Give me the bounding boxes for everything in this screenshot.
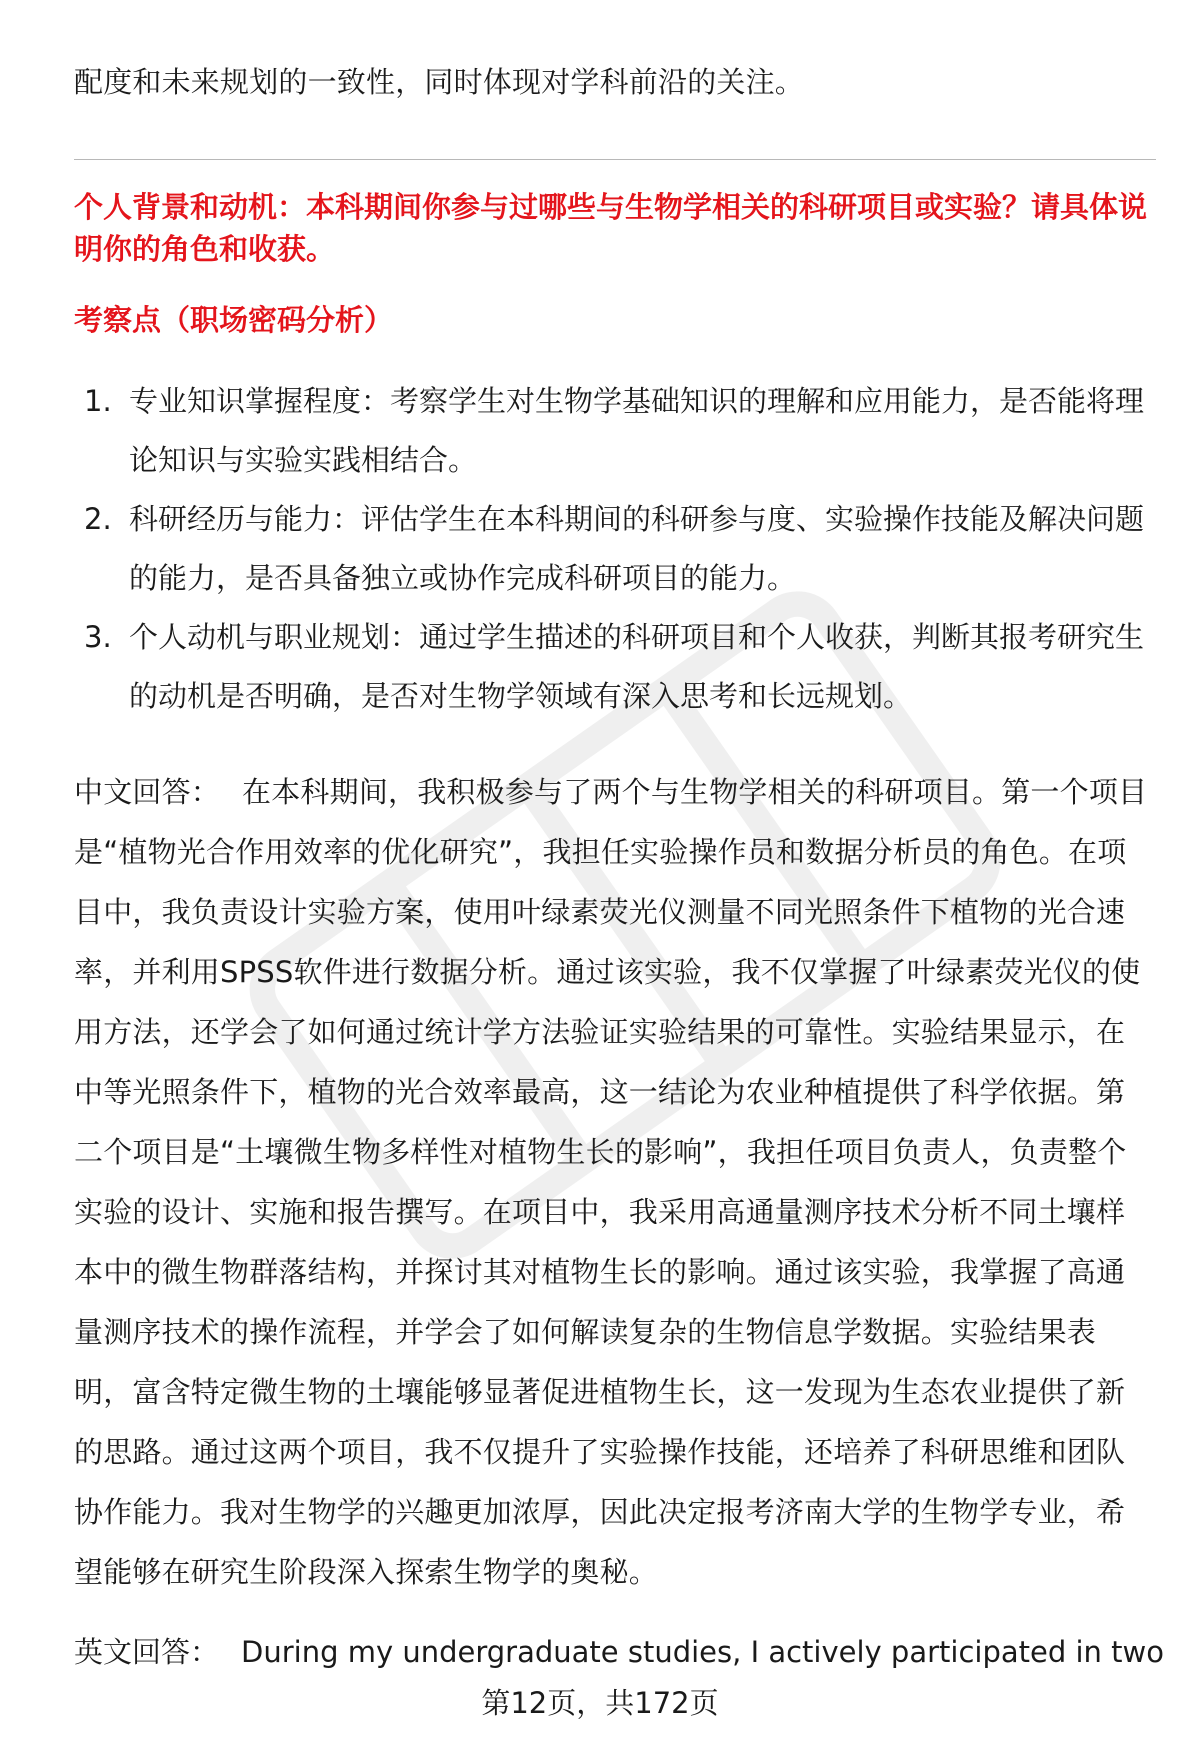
english-answer-text: During my undergraduate studies, I actively participated in two <box>241 1635 1164 1669</box>
assessment-point <box>74 372 1154 490</box>
assessment-point <box>74 608 1154 726</box>
point-text: 个人动机与职业规划：通过学生描述的科研项目和个人收获，判断其报考研究生的动机是否明确，是否对生物学领域有深入思考和长远规划。 <box>129 620 1145 713</box>
chinese-answer-text: 在本科期间，我积极参与了两个与生物学相关的科研项目。第一个项目是“植物光合作用效率的优化研究”，我担任实验操作员和数据分析员的角色。在项目中，我负责设计实验方案，使用叶绿素荧光仪测量不同光照条件下植物的光合速率，并利用SPSS软件进行数据分析。通过该实验，我不仅掌握了叶绿素荧光仪的使用方法，还学会了如何通过统计学方法验证实验结果的可靠性。实验结果显示，在中等光照条件下，植物的光合效率最高，这一结论为农业种植提供了科学依据。第二个项目是“土壤微生物多样性对植物生长的影响”，我担任项目负责人，负责整个实验的设计、实施和报告撰写。在项目中，我采用高通量测序技术分析不同土壤样本中的微生物群落结构，并探讨其对植物生长的影响。通过该实验，我掌握了高通量测序技术的操作流程，并学会了如何解读复杂的生物信息学数据。实验结果表明，富含特定微生物的土壤能够显著促进植物生长，这一发现为生态农业提供了新的思路。通过这两个项目，我不仅提升了实验操作技能，还培养了科研思维和团队协作能力。我对生物学的兴趣更加浓厚，因此决定报考济南大学的生物学专业，希望能够在研究生阶段深入探索生物学的奥秘。 <box>74 775 1148 1589</box>
english-answer-paragraph <box>74 1622 1164 1682</box>
point-number: 3. <box>84 620 112 654</box>
point-number: 1. <box>84 384 112 418</box>
question-heading: 个人背景和动机：本科期间你参与过哪些与生物学相关的科研项目或实验？请具体说明你的角色和收获。 <box>74 190 1148 266</box>
point-text: 科研经历与能力：评估学生在本科期间的科研参与度、实验操作技能及解决问题的能力，是否具备独立或协作完成科研项目的能力。 <box>129 502 1145 595</box>
assessment-points-list <box>74 372 1154 726</box>
assessment-point <box>74 490 1154 608</box>
english-answer-label: 英文回答： <box>74 1635 220 1669</box>
assessment-heading: 考察点（职场密码分析） <box>74 303 394 337</box>
chinese-answer-label: 中文回答： <box>74 775 221 809</box>
point-text: 专业知识掌握程度：考察学生对生物学基础知识的理解和应用能力，是否能将理论知识与实验实践相结合。 <box>129 384 1145 477</box>
section-divider <box>74 159 1156 160</box>
chinese-answer-paragraph <box>74 762 1154 1602</box>
point-number: 2. <box>84 502 112 536</box>
intro-continuation: 配度和未来规划的一致性，同时体现对学科前沿的关注。 <box>74 65 805 99</box>
page-number-footer: 第12页，共172页 <box>481 1686 719 1720</box>
